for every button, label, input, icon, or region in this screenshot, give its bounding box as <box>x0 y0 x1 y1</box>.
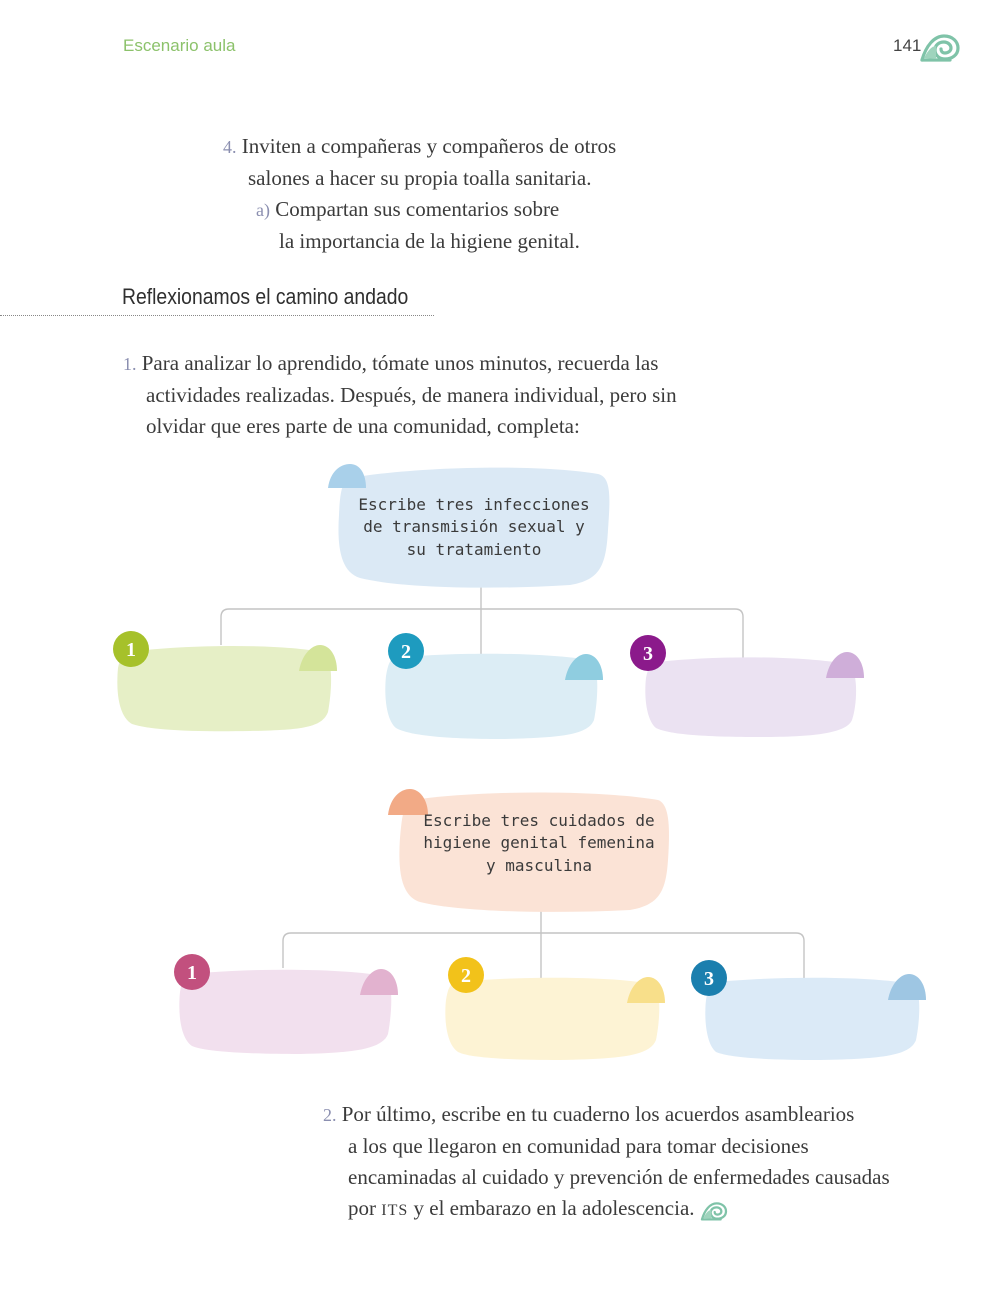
section-title: Escenario aula <box>123 36 236 55</box>
page-number: 141 <box>893 36 922 55</box>
diagram-2-tab-1 <box>360 969 398 995</box>
item-1-line-2: actividades realizadas. Después, de manera individual, pero sin <box>146 383 677 407</box>
item-1-line-3: olvidar que eres parte de una comunidad, completa: <box>146 414 580 438</box>
diagram-2-badge-3-label: 3 <box>704 968 714 990</box>
diagram-2-prompt-line-1: Escribe tres cuidados de <box>423 811 655 830</box>
diagram-1-prompt-tab <box>328 464 366 488</box>
diagram-2-prompt-line-2: higiene genital femenina <box>423 833 655 852</box>
diagram-1-answer-box-1[interactable] <box>117 646 331 731</box>
diagram-1-answer-box-2[interactable] <box>385 654 597 739</box>
item-2-line-1: Por último, escribe en tu cuaderno los acuerdos asamblearios <box>341 1102 855 1126</box>
diagram-its <box>113 464 864 739</box>
item-2-line-4-end: y el embarazo en la adolescencia. <box>408 1196 695 1220</box>
diagram-1-tab-3 <box>826 652 864 678</box>
item-2-line-4-start: por <box>348 1196 382 1220</box>
diagram-2-answer-box-2[interactable] <box>445 978 659 1060</box>
diagram-1-badge-3-label: 3 <box>643 643 653 665</box>
diagram-1-prompt-line-1: Escribe tres infecciones <box>358 495 590 514</box>
item-4a-label: a) <box>256 200 270 220</box>
diagram-2-connector <box>283 910 804 980</box>
diagram-1-answer-box-3[interactable] <box>645 657 856 737</box>
section-heading: Reflexionamos el camino andado <box>122 284 409 309</box>
item-2-line-3: encaminadas al cuidado y prevención de enfermedades causadas <box>348 1165 890 1189</box>
diagram-2-tab-3 <box>888 974 926 1000</box>
item-2-line-2: a los que llegaron en comunidad para tomar decisiones <box>348 1134 809 1158</box>
item-2-number: 2. <box>323 1105 337 1125</box>
diagram-1-badge-2-label: 2 <box>401 641 411 663</box>
diagram-2-answer-box-3[interactable] <box>705 978 919 1060</box>
item-4-line-1: Inviten a compañeras y compañeros de otros <box>241 134 617 158</box>
snail-end-icon <box>700 1198 728 1222</box>
item-4-line-2: salones a hacer su propia toalla sanitaria. <box>248 166 592 190</box>
diagram-2-prompt-tab <box>388 789 428 815</box>
diagram-1-badge-1-label: 1 <box>126 639 136 661</box>
item-4-number: 4. <box>223 137 237 157</box>
diagram-2-badge-1-label: 1 <box>187 962 197 984</box>
its-abbreviation: ITS <box>381 1202 409 1219</box>
diagram-2-answer-box-1[interactable] <box>179 970 391 1054</box>
diagram-2-badge-2-label: 2 <box>461 965 471 987</box>
diagram-1-tab-1 <box>299 645 337 671</box>
item-4a-line-1: Compartan sus comentarios sobre <box>275 197 560 221</box>
diagram-1-prompt-line-2: de transmisión sexual y <box>363 517 585 536</box>
item-2 <box>323 1099 890 1226</box>
item-1-line-1: Para analizar lo aprendido, tómate unos minutos, recuerda las <box>141 351 659 375</box>
diagram-2-tab-2 <box>627 977 665 1003</box>
item-1-number: 1. <box>123 354 137 374</box>
diagram-2-prompt-line-3: y masculina <box>486 856 592 875</box>
item-4a-line-2: la importancia de la higiene genital. <box>279 229 580 253</box>
diagram-higiene <box>174 789 926 1060</box>
diagram-1-prompt-line-3: su tratamiento <box>406 540 542 559</box>
